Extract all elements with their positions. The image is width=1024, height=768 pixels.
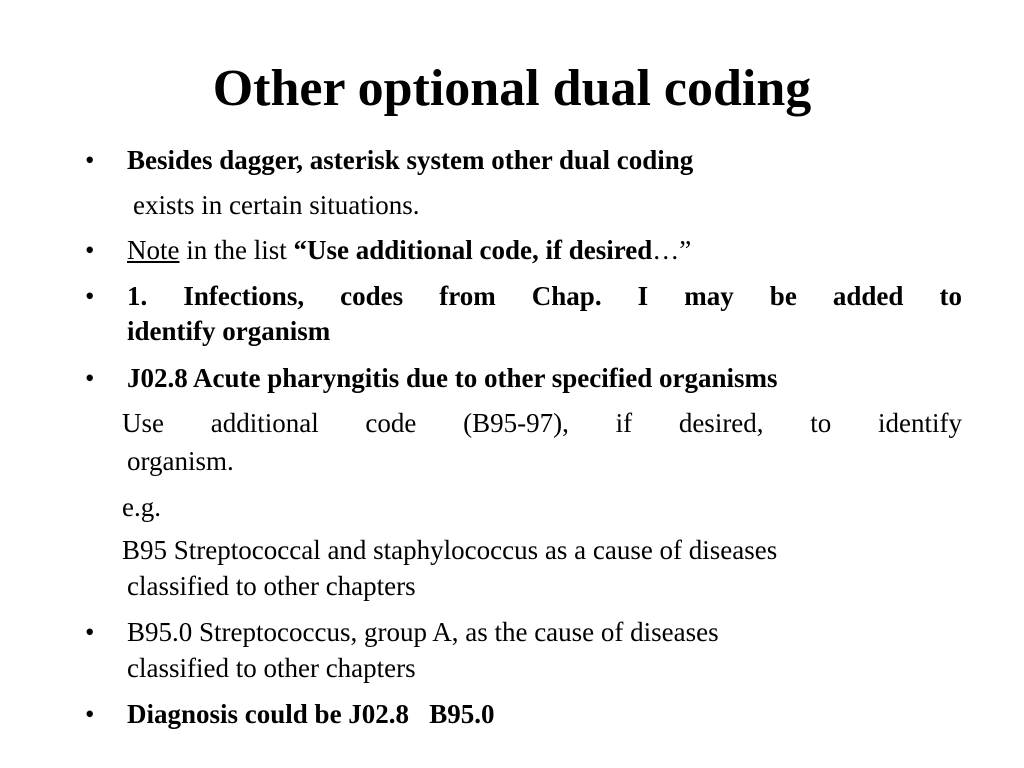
bullet-marker: • bbox=[85, 617, 95, 647]
bullet-5-line-1: B95.0 Streptococcus, group A, as the cause of diseases bbox=[127, 617, 719, 647]
use-additional-line-2: organism. bbox=[127, 446, 234, 476]
bullet-2-quote: “Use additional code, if desired bbox=[293, 235, 653, 265]
b95-line-2: classified to other chapters bbox=[127, 571, 416, 601]
bullet-marker: • bbox=[85, 699, 95, 729]
eg-text: e.g. bbox=[122, 492, 161, 522]
note-label: Note bbox=[127, 235, 180, 265]
bullet-2-ellipsis: …” bbox=[652, 235, 692, 265]
bullet-1-line-1: Besides dagger, asterisk system other dual coding bbox=[127, 145, 694, 175]
use-additional-line-1: Use additional code (B95-97), if desired, to identify bbox=[122, 408, 962, 438]
bullet-2-mid: in the list bbox=[179, 235, 294, 265]
bullet-marker: • bbox=[85, 145, 95, 175]
bullet-marker: • bbox=[85, 235, 95, 265]
bullet-6-line-1: Diagnosis could be J02.8 B95.0 bbox=[127, 699, 495, 729]
bullet-3-line-2: identify organism bbox=[127, 316, 331, 346]
b95-line-1: B95 Streptococcal and staphylococcus as a cause of diseases bbox=[122, 535, 778, 565]
bullet-2-text bbox=[127, 233, 691, 267]
bullet-5-line-2: classified to other chapters bbox=[127, 653, 416, 683]
bullet-3-line-1: 1. Infections, codes from Chap. I may be added to bbox=[127, 281, 962, 311]
bullet-1-line-2: exists in certain situations. bbox=[133, 190, 420, 220]
bullet-marker: • bbox=[85, 281, 95, 311]
slide-title: Other optional dual coding bbox=[212, 60, 812, 117]
bullet-4-line-1: J02.8 Acute pharyngitis due to other specified organisms bbox=[127, 363, 778, 393]
bullet-marker: • bbox=[85, 363, 95, 393]
